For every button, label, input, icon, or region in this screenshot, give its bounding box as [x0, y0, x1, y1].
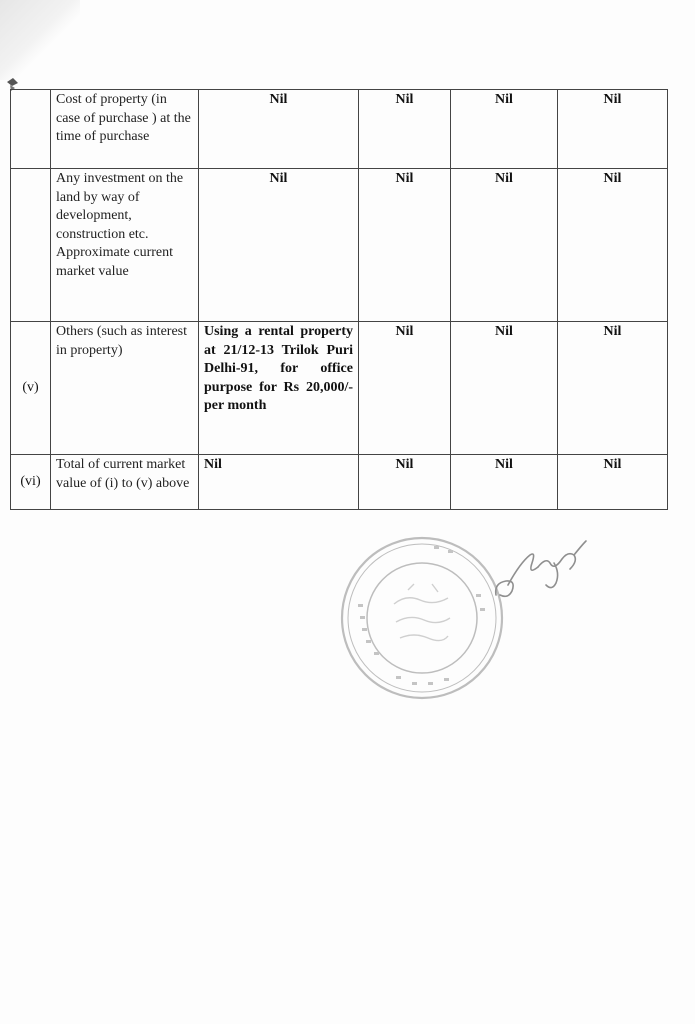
- row-number: (v): [11, 322, 51, 455]
- value-dependent-1: Nil: [451, 455, 558, 510]
- row-number: [11, 169, 51, 322]
- value-dependent-2: Nil: [558, 455, 668, 510]
- value-dependent-1: Nil: [451, 90, 558, 169]
- value-self: Nil: [199, 90, 359, 169]
- asset-table: [10, 89, 668, 510]
- handwritten-signature: [490, 533, 590, 603]
- value-dependent-1: Nil: [451, 322, 558, 455]
- row-label: Any investment on the land by way of development, construction etc. Approximate current market value: [51, 169, 199, 322]
- row-label: Others (such as interest in property): [51, 322, 199, 455]
- value-spouse: Nil: [359, 169, 451, 322]
- table-row: [11, 322, 668, 455]
- value-self: Nil: [199, 455, 359, 510]
- row-number: [11, 90, 51, 169]
- row-label: Cost of property (in case of purchase ) at the time of purchase: [51, 90, 199, 169]
- table-row: [11, 169, 668, 322]
- value-dependent-2: Nil: [558, 322, 668, 455]
- value-spouse: Nil: [359, 90, 451, 169]
- value-spouse: Nil: [359, 322, 451, 455]
- table-row: [11, 455, 668, 510]
- row-number: (vi): [11, 455, 51, 510]
- value-dependent-1: Nil: [451, 169, 558, 322]
- table-row: [11, 90, 668, 169]
- value-dependent-2: Nil: [558, 169, 668, 322]
- value-dependent-2: Nil: [558, 90, 668, 169]
- value-self: Using a rental property at 21/12-13 Trilok Puri Delhi-91, for office purpose for Rs 20,000/- per month: [199, 322, 359, 455]
- page-corner-fold: [0, 0, 80, 80]
- value-self: Nil: [199, 169, 359, 322]
- official-seal-stamp: [336, 534, 508, 702]
- row-label: Total of current market value of (i) to (v) above: [51, 455, 199, 510]
- value-spouse: Nil: [359, 455, 451, 510]
